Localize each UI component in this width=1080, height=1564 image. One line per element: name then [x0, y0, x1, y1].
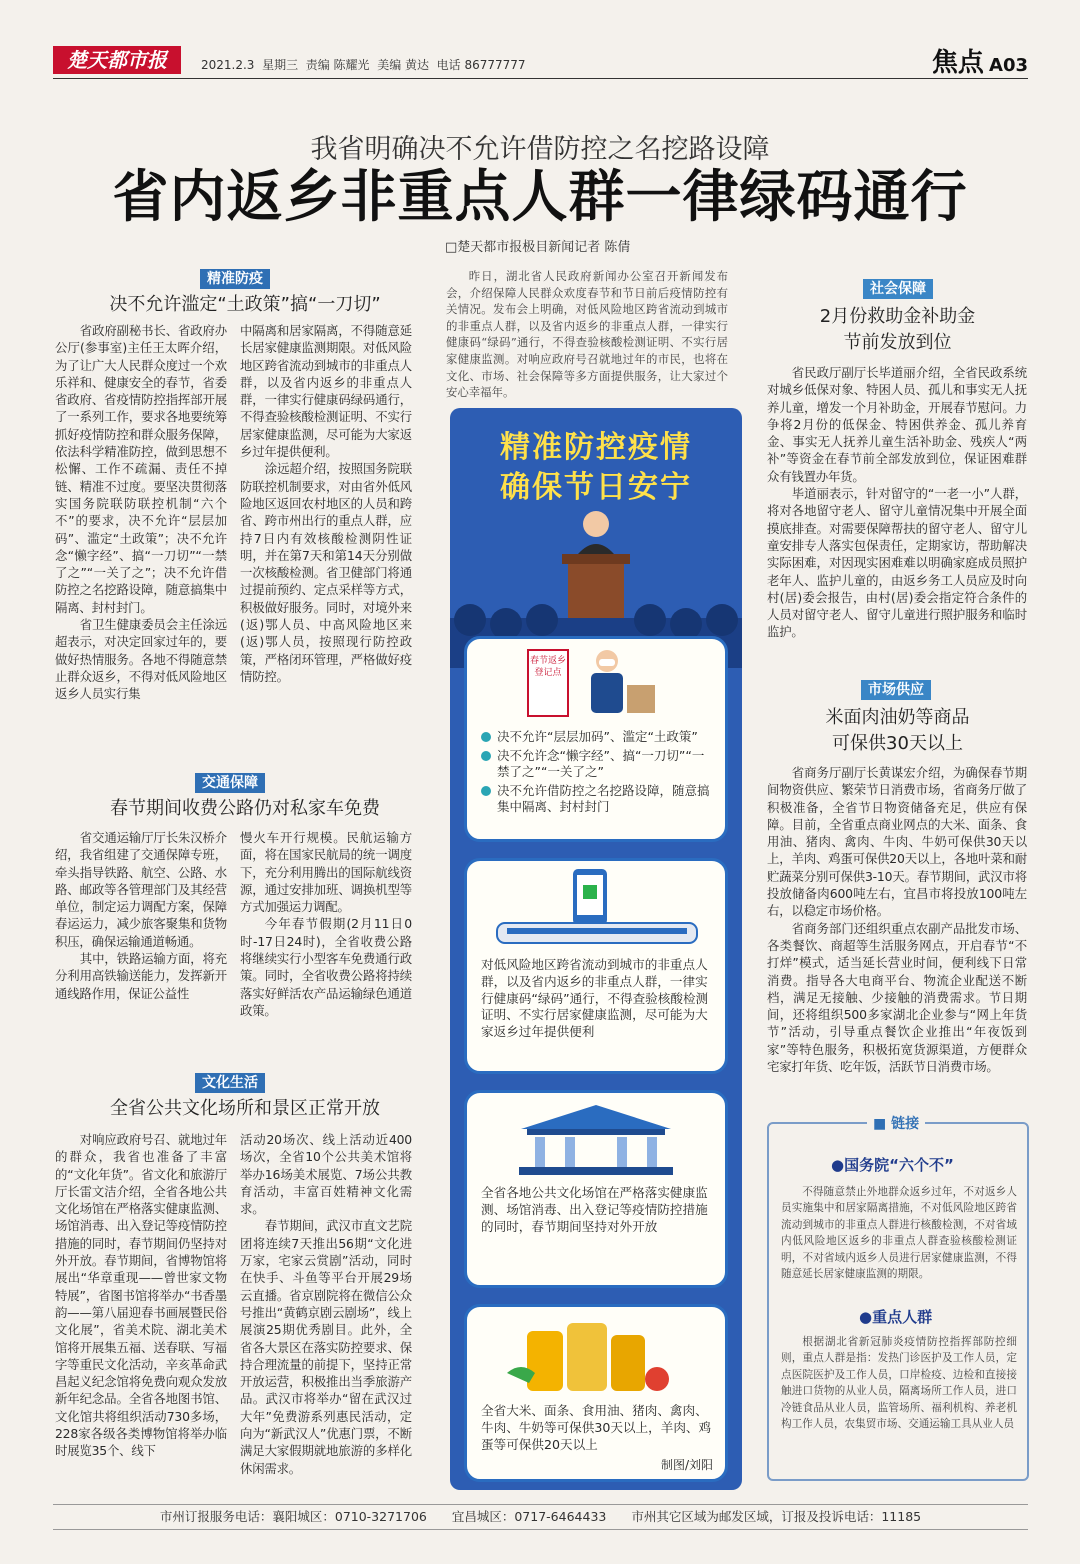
- section-title-market-1: 米面肉油奶等商品: [825, 707, 970, 728]
- museum-illustration: [491, 1099, 701, 1179]
- masthead: [53, 42, 1028, 79]
- paragraph: 省卫生健康委员会主任涂远超表示，对决定回家过年的，要做好热情服务。各地不得随意禁止群众返乡，不得对低风险地区返乡人员实行集: [55, 617, 227, 702]
- paragraph: 活动20场次、线上活动近400场次，全省10个公共美术馆将举办16场美术展览、7场公共教育活动，丰富百姓精神文化需求。: [240, 1132, 412, 1217]
- intro-paragraph: 昨日，湖北省人民政府新闻办公室召开新闻发布会，介绍保障人民群众欢度春节和节日前后疫情防控有关情况。发布会上明确，对低风险地区跨省流动到城市的非重点人群，以及省内返乡的非重点人群，一律实行健康码“绿码”通行，不得查验核酸检测证明、不实行居家健康监测。对响应政府号召就地过年的市民，也将在文化、市场、社会保障等多方面提供服务，让大家过个安心幸福年。: [446, 269, 728, 400]
- food-supply-illustration: [507, 1313, 687, 1395]
- issue-designer: 美编 黄达: [377, 58, 430, 72]
- section-tag-market: 市场供应: [861, 680, 931, 700]
- paragraph: 省政府副秘书长、省政府办公厅(参事室)主任王太晖介绍，为了让广大人民群众度过一个欢乐祥和、健康安全的春节，省委省政府、省疫情防控指挥部开展了一系列工作，要求各地要统筹抓好疫情防控和群众服务保障，依法科学精准防控，做到思想不松懈、工作不疏漏、责任不掉链、精准不过度。要坚决贯彻落实国务院联防联控机制“六个不”的要求，决不允许“层层加码”、滥定“土政策”；决不允许念“懒字经”、搞“一刀切”“一禁了之”“一关了之”；决不允许借防控之名挖路设障，随意搞集中隔离、封村封门。: [55, 323, 227, 615]
- graphic-credit: 制图/刘阳: [660, 1458, 713, 1472]
- paragraph: 对响应政府号召、就地过年的群众，我省也准备了丰富的“文化年货”。省文化和旅游厅厅长雷文洁介绍，全省各地公共文化场馆在严格落实健康监测、场馆消毒、出入登记等疫情防控措施的同时，春节期间仍坚持对外开放。春节期间，省博物馆将展出“华章重现——曾世家文物特展”，省图书馆将举办“书香墨韵——第八届迎春书画展暨民俗文化展”，省美术院、湖北美术馆将开展集五福、送春联、写福字等重民文化活动，辛亥革命武昌起义纪念馆将免费向观众发放新年纪念品。全省各地图书馆、文化馆共将组织活动730多场，228家各级各类博物馆将举办临时展览35个、线下: [55, 1132, 227, 1459]
- paragraph: 其中，铁路运输方面，将充分利用高铁输送能力，发挥新开通线路作用，保证公益性: [55, 951, 227, 1001]
- paragraph: 毕道丽表示，针对留守的“一老一小”人群，将对各地留守老人、留守儿童情况集中开展全面摸底排查。对需要保障帮扶的留守老人、留守儿童安排专人落实包保责任，定期家访，帮助解决实际困难，对因现实困难难以明确家庭成员照护老年人、监护儿童的，由返乡务工人员应及时向村(居)委会报告，由村(居)委会指定符合条件的人员对留守老人、留守儿童进行照护服务和临时监护。: [767, 486, 1027, 640]
- rule-item: [481, 729, 715, 746]
- paragraph: 今年春节假期(2月11日0时-17日24时)，全省收费公路将继续实行小型客车免费通行政策。同时，全省收费公路将持续落实好鲜活农产品运输绿色通道政策。: [240, 916, 412, 1018]
- paragraph: 慢火车开行规模。民航运输方面，将在国家民航局的统一调度下，充分利用腾出的国际航线资源，通过安排加班、调换机型等方式加强运力调配。: [240, 830, 412, 915]
- section-title-social-2: 节前发放到位: [843, 332, 952, 353]
- links-text-key: 根据湖北省新冠肺炎疫情防控指挥部防控细则，重点人群是指：发热门诊医护及工作人员，定点医院医护及工作人员，口岸检疫、边检和直接接触进口货物的从业人员，隔离场所工作人员，进口冷链食品从业人员，监管场所、福利机构、养老机构工作人员，农集贸市场、交通运输工具从业人员: [781, 1336, 1017, 1431]
- rule-text: 决不允许借防控之名挖路设障，随意搞集中隔离、封村封门: [497, 782, 710, 814]
- links-heading-six: ●国务院“六个不”: [831, 1156, 954, 1174]
- train-phone-illustration: [487, 867, 707, 949]
- section-title-culture: 全省公共文化场所和景区正常开放: [110, 1098, 380, 1119]
- traffic-col1: [55, 829, 227, 1002]
- info-panel-culture: [464, 1090, 728, 1288]
- paragraph: 省商务部门还组织重点农副产品批发市场、各类餐饮、商超等生活服务网点，开启春节“不打烊”模式，适当延长营业时间，便利线下日常消费。指导各大电商平台、物流企业配送不断档，满足无接触、少接触的消费需求。节日期间，还将组织500多家湖北企业参与“网上年货节”活动，引导重点餐饮企业推出“年夜饭到家”等特色服务，积极拓宽货源渠道，方便群众宅家打年货、吃年饭，活跃节日消费市场。: [767, 920, 1027, 1075]
- section-label: 焦点: [931, 48, 984, 78]
- stall-sign-title: 春节返乡: [529, 656, 566, 666]
- worker-illustration: [577, 645, 657, 715]
- page-number: A03: [989, 55, 1028, 76]
- byline: □楚天都市报极目新闻记者 陈倩: [445, 240, 631, 255]
- rule-text: 决不允许“层层加码”、滥定“土政策”: [497, 729, 698, 744]
- stall-sign: [527, 649, 569, 717]
- section-tag-social: 社会保障: [863, 279, 933, 299]
- green-code-text: 对低风险地区跨省流动到城市的非重点人群，以及省内返乡的非重点人群，一律实行健康码“绿码”通行，不得查验核酸检测证明、不实行居家健康监测，尽可能为大家返乡过年提供便利: [481, 957, 709, 1040]
- supply-panel-text: 全省大米、面条、食用油、猪肉、禽肉、牛肉、牛奶等可保供30天以上，羊肉、鸡蛋等可保供20天以上: [481, 1403, 712, 1452]
- info-panel-rules: [464, 636, 728, 842]
- section-title-market-2: 可保供30天以上: [832, 733, 963, 754]
- links-label: ■ 链接: [867, 1113, 925, 1133]
- bullet-icon: [481, 786, 491, 796]
- info-panel-green-code: [464, 858, 728, 1074]
- info-panel-supply: [464, 1304, 728, 1482]
- issue-weekday: 星期三: [262, 58, 299, 72]
- issue-info: [201, 56, 526, 73]
- traffic-col2: [240, 829, 412, 1019]
- section-title-social-1: 2月份救助金补助金: [819, 306, 976, 327]
- issue-editor: 责编 陈耀光: [305, 58, 370, 72]
- infographic-title-2: 确保节日安宁: [500, 470, 692, 505]
- links-heading-key: ●重点人群: [859, 1308, 933, 1326]
- issue-phone: 电话 86777777: [436, 58, 526, 72]
- paragraph: 省交通运输厅厅长朱汉桥介绍，我省组建了交通保障专班，牵头指导铁路、航空、公路、水路、邮政等各管理部门及其经营单位，制定运力调配方案，保障春运运力，减少旅客聚集和货物积压，确保运输通道畅通。: [55, 830, 227, 949]
- epidemic-col2: [240, 322, 412, 685]
- section-tag-traffic: 交通保障: [195, 773, 265, 793]
- paragraph: 中隔离和居家隔离，不得随意延长居家健康监测期限。对低风险地区跨省流动到城市的非重点人群，以及省内返乡的非重点人群，一律实行健康码绿码通行，不得查验核酸检测证明、不实行居家健康监测，尽可能为大家返乡过年提供便利。: [240, 323, 412, 460]
- bullet-icon: [481, 751, 491, 761]
- rule-item: [481, 748, 715, 781]
- section-title-traffic: 春节期间收费公路仍对私家车免费: [110, 798, 380, 819]
- headline-kicker: 我省明确决不允许借防控之名挖路设障: [310, 134, 770, 165]
- links-text-six: 不得随意禁止外地群众返乡过年，不对返乡人员实施集中和居家隔离措施，不对低风险地区跨省流动到城市的非重点人群进行核酸检测，不对省域内低风险地区返乡的非重点人群查验核酸检测证明，不对省域内返乡人员进行居家健康监测，不得随意延长居家健康监测的期限。: [781, 1186, 1017, 1281]
- infographic-title-1: 精准防控疫情: [500, 430, 692, 465]
- stall-sign-sub: 登记点: [534, 668, 562, 678]
- social-body: [767, 364, 1027, 641]
- issue-date: 2021.2.3: [201, 58, 255, 72]
- paragraph: 省商务厅副厅长黄谋宏介绍，为确保春节期间物资供应、繁荣节日消费市场，省商务厅做了积极准备，全省节日物资储备充足，供应有保障。目前，全省重点商业网点的大米、面条、食用油、猪肉、禽肉、牛肉、牛奶可保供30天以上，羊肉、鸡蛋可保供20天以上，各地叶菜和耐贮蔬菜分别可保供3-10天。春节期间，武汉市将投放储备肉600吨左右，宜昌市将投放100吨左右，以稳定市场价格。: [767, 765, 1027, 919]
- paragraph: 涂远超介绍，按照国务院联防联控机制要求，对由省外低风险地区返回农村地区的人员和跨省、跨市州出行的重点人群，应持7日内有效核酸检测阴性证明，并在第7天和第14天分别做一次核酸检测。省卫健部门将通过提前预约、定点采样等方式，积极做好服务。同时，对境外来(返)鄂人员、中高风险地区来(返)鄂人员，按照现行防控政策，严格闭环管理，严格做好疫情防控。: [240, 461, 412, 684]
- rule-list: [481, 729, 715, 818]
- rule-text: 决不允许念“懒字经”、搞“一刀切”“一禁了之”“一关了之”: [497, 747, 705, 779]
- footer-bar: [53, 1504, 1028, 1530]
- culture-panel-text: 全省各地公共文化场馆在严格落实健康监测、场馆消毒、出入登记等疫情防控措施的同时，春节期间坚持对外开放: [481, 1185, 708, 1234]
- headline-title: 省内返乡非重点人群一律绿码通行: [112, 165, 968, 230]
- section-tag-epidemic: 精准防疫: [200, 269, 270, 289]
- infographic: [450, 408, 742, 1490]
- bullet-icon: [481, 732, 491, 742]
- paragraph: 省民政厅副厅长毕道丽介绍，全省民政系统对城乡低保对象、特困人员、孤儿和事实无人抚养儿童，增发一个月补助金，开展春节慰问。力争将2月份的低保金、特困供养金、孤儿养育金、事实无人抚养儿童生活补助金、残疾人“两补”等资金在春节前全部发放到位，保证困难群众有钱置办年货。: [767, 365, 1027, 484]
- culture-col1: [55, 1131, 227, 1460]
- market-body: [767, 764, 1027, 1075]
- culture-col2: [240, 1131, 412, 1477]
- section-name: [932, 42, 1028, 79]
- links-box: [767, 1116, 1029, 1481]
- section-title-epidemic: 决不允许滥定“土政策”搞“一刀切”: [109, 294, 381, 315]
- footer-text: 市州订报服务电话：襄阳城区：0710-3271706 宜昌城区：0717-6464433 市州其它区域为邮发区域，订报及投诉电话：11185: [159, 1509, 922, 1524]
- epidemic-col1: [55, 322, 227, 703]
- paragraph: 春节期间，武汉市直文艺院团将连续7天推出56期“文化进万家，宅家云赏剧”活动，同时在快手、斗鱼等平台开展29场云直播。省京剧院将在微信公众号推出“黄鹤京剧云剧场”，线上展演25期优秀剧目。此外，全省各大景区在落实防控要求、保持合理流量的前提下，坚持正常开放运营，积极推出当季旅游产品。武汉市将举办“留在武汉过大年”免费游系列惠民活动，定向为“新武汉人”优惠门票，不断满足大家假期就地旅游的多样化休闲需求。: [240, 1218, 412, 1476]
- section-tag-culture: 文化生活: [195, 1073, 265, 1093]
- rule-item: [481, 783, 715, 816]
- newspaper-logo: 楚天都市报: [53, 46, 181, 74]
